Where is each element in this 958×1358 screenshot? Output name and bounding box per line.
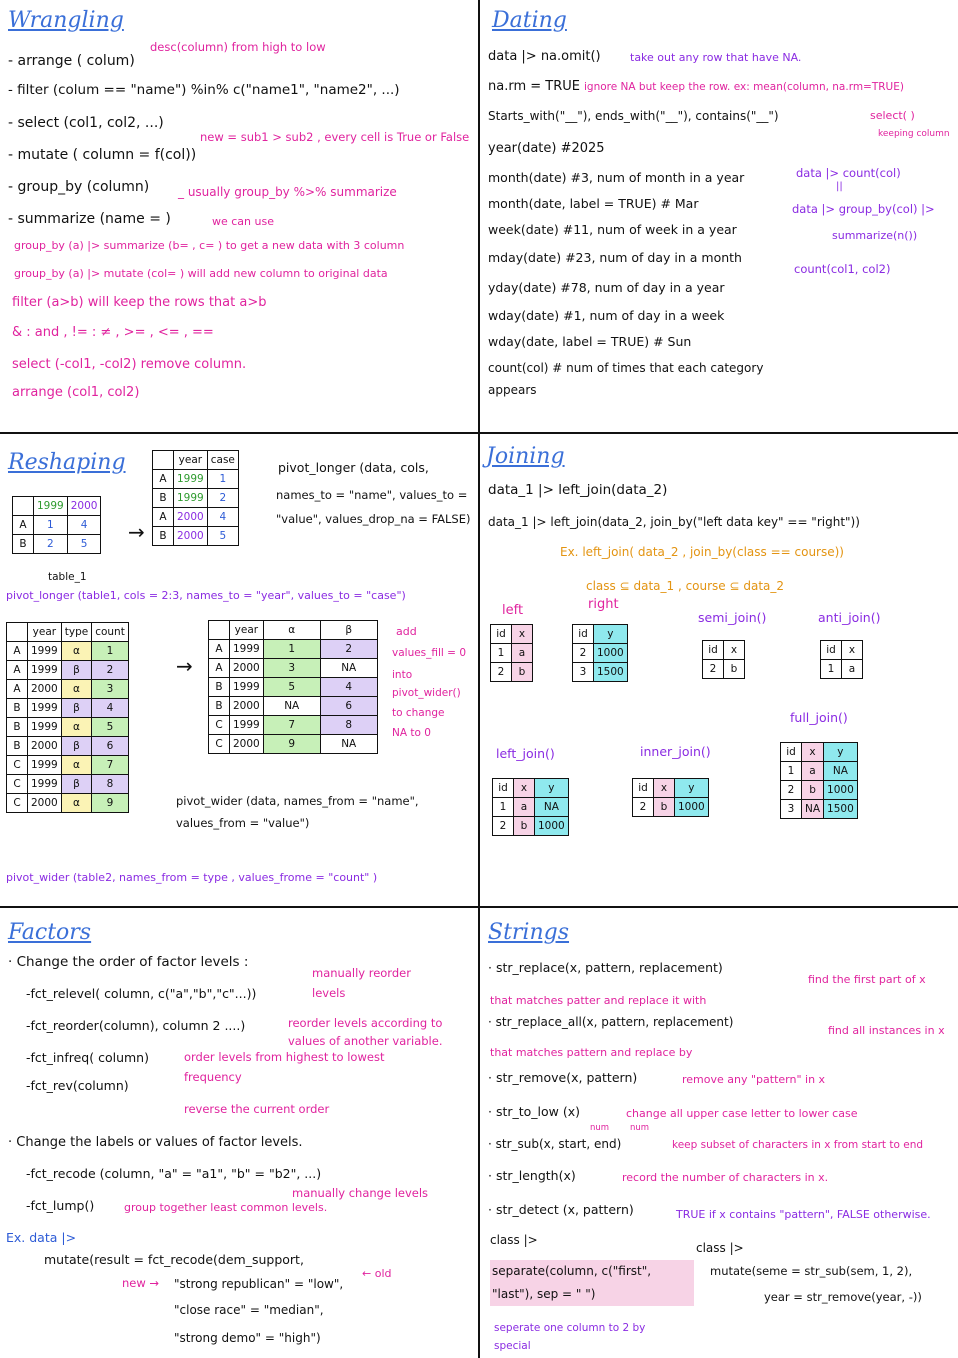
strings-note-5: record the number of characters in x. bbox=[622, 1171, 829, 1184]
wrangling-line-mutate: - mutate ( column = f(col)) bbox=[8, 147, 197, 163]
wide-cell: 6 bbox=[320, 697, 377, 716]
leftj-cell: a bbox=[514, 798, 535, 817]
inner-cell: 1000 bbox=[675, 798, 709, 817]
right-label: right bbox=[588, 597, 619, 612]
full-cell: 3 bbox=[781, 800, 802, 819]
strings-code-2: · str_remove(x, pattern) bbox=[488, 1070, 638, 1085]
table2-cell: year bbox=[28, 623, 62, 642]
strings-note-1: find all instances in x that matches pattern and replace by bbox=[490, 1024, 945, 1059]
long1-cell: 2000 bbox=[174, 508, 208, 527]
wide-cell: B bbox=[209, 678, 230, 697]
note-group-by: _ usually group_by %>% summarize bbox=[178, 185, 397, 199]
right-cell: 3 bbox=[573, 663, 594, 682]
table1-cell bbox=[13, 497, 34, 516]
dating-code-5: month(date, label = TRUE) # Mar bbox=[488, 196, 699, 211]
table2-cell: β bbox=[61, 775, 91, 794]
long1-cell bbox=[153, 451, 174, 470]
inner-join-label: inner_join() bbox=[640, 744, 711, 759]
wrangling-panel bbox=[0, 0, 478, 432]
semi-cell: b bbox=[724, 660, 745, 679]
factors-h2: · Change the labels or values of factor levels. bbox=[8, 1135, 303, 1150]
note-summarize: we can use bbox=[212, 215, 274, 228]
table2-cell: 6 bbox=[92, 737, 129, 756]
table2-cell: 9 bbox=[92, 794, 129, 813]
strings-num-label-2: num bbox=[630, 1123, 650, 1133]
table2-cell: 1 bbox=[92, 642, 129, 661]
left-label: left bbox=[502, 603, 524, 618]
left-table bbox=[490, 624, 533, 682]
dating-code-4: month(date) #3, num of month in a year bbox=[488, 170, 745, 185]
factors-note1-0: manually reorder levels bbox=[312, 966, 411, 1000]
inner-join-table bbox=[632, 778, 709, 817]
wide-cell: 1 bbox=[263, 640, 320, 659]
table2-cell: 1999 bbox=[28, 642, 62, 661]
long1-cell: 1 bbox=[207, 470, 238, 489]
joining-panel bbox=[480, 434, 958, 906]
dating-code-1: na.rm = TRUE bbox=[488, 79, 580, 94]
joining-example: Ex. left_join( data_2 , join_by(class == course)) bbox=[560, 545, 844, 559]
factors-item1-2: -fct_infreq( column) bbox=[26, 1050, 149, 1065]
anti-cell: a bbox=[842, 660, 863, 679]
table2-cell: C bbox=[7, 794, 28, 813]
long1-cell: year bbox=[174, 451, 208, 470]
table2-cell: 1999 bbox=[28, 756, 62, 775]
add-note-0: add bbox=[396, 625, 417, 638]
pivot-wider-call: pivot_wider (table2, names_from = type , values_frome = "count" ) bbox=[6, 871, 378, 884]
long1-cell: case bbox=[207, 451, 238, 470]
table1-cell: 1 bbox=[34, 516, 68, 535]
factors-ex-4: "strong demo" = "high") bbox=[174, 1331, 321, 1345]
table2-cell: β bbox=[61, 699, 91, 718]
add-note-2: into bbox=[392, 669, 413, 681]
pivot-wider-desc-0: pivot_wider (data, names_from = "name", bbox=[176, 794, 419, 808]
long1-cell: 2000 bbox=[174, 527, 208, 546]
pink-line-4: & : and , != : ≠ , >= , <= , == bbox=[12, 325, 214, 340]
wide-cell: 1999 bbox=[230, 640, 264, 659]
full-join-label: full_join() bbox=[790, 710, 848, 725]
inner-cell: b bbox=[654, 798, 675, 817]
leftj-cell: b bbox=[514, 817, 535, 836]
full-cell: NA bbox=[802, 800, 824, 819]
dating-code-12: appears bbox=[488, 383, 537, 397]
factors-new-label: new → bbox=[122, 1276, 160, 1290]
left-join-table bbox=[492, 778, 569, 836]
semi-join-label: semi_join() bbox=[698, 610, 767, 625]
table2-cell: A bbox=[7, 661, 28, 680]
wide-cell: 5 bbox=[263, 678, 320, 697]
semi-cell: id bbox=[703, 641, 724, 660]
strings-separate-note: seperate one column to 2 by special bbox=[494, 1322, 646, 1352]
inner-cell: id bbox=[633, 779, 654, 798]
add-note-1: values_fill = 0 bbox=[392, 647, 467, 659]
wide-cell: year bbox=[230, 621, 264, 640]
dating-side-2: data |> group_by(col) |> bbox=[792, 202, 935, 216]
dating-code-0: data |> na.omit() bbox=[488, 49, 601, 64]
dating-keeping-note: keeping column bbox=[878, 129, 950, 139]
pivot-longer-desc-0: pivot_longer (data, cols, bbox=[278, 460, 429, 475]
table2-cell: β bbox=[61, 737, 91, 756]
wide-cell: C bbox=[209, 735, 230, 754]
wide-cell: α bbox=[263, 621, 320, 640]
table2-cell: 3 bbox=[92, 680, 129, 699]
table2-cell: α bbox=[61, 642, 91, 661]
factors-item1-1: -fct_reorder(column), column 2 ....) bbox=[26, 1018, 246, 1033]
strings-panel bbox=[480, 908, 958, 1358]
factors-h1: · Change the order of factor levels : bbox=[8, 954, 249, 970]
dating-code-2: Starts_with("__"), ends_with("__"), contains("__") bbox=[488, 109, 779, 123]
table2-cell: α bbox=[61, 680, 91, 699]
full-cell: 2 bbox=[781, 781, 802, 800]
table1-cell: 1999 bbox=[34, 497, 68, 516]
factors-note2-1: manually change levels bbox=[292, 1186, 429, 1200]
long1-cell: B bbox=[153, 527, 174, 546]
dating-note-0: take out any row that have NA. bbox=[630, 51, 802, 64]
long1-cell: 5 bbox=[207, 527, 238, 546]
strings-note-2: remove any "pattern" in x bbox=[682, 1073, 826, 1086]
table2 bbox=[6, 622, 129, 813]
arrow-right-icon: → bbox=[128, 520, 145, 544]
wide-cell: 8 bbox=[320, 716, 377, 735]
table2-cell: 8 bbox=[92, 775, 129, 794]
full-cell: 1 bbox=[781, 762, 802, 781]
strings-note-6: TRUE if x contains "pattern", FALSE otherwise. bbox=[676, 1208, 931, 1221]
factors-note1-3: reverse the current order bbox=[184, 1102, 330, 1116]
factors-title: Factors bbox=[8, 920, 92, 945]
pink-line-6: arrange (col1, col2) bbox=[12, 385, 140, 400]
factors-note1-1: reorder levels according to values of another variable. bbox=[288, 1016, 443, 1049]
table1-cell: 4 bbox=[67, 516, 101, 535]
anti-join-table bbox=[820, 640, 863, 679]
right-table bbox=[572, 624, 628, 682]
table1-cell: 2000 bbox=[67, 497, 101, 516]
factors-ex-3: "close race" = "median", bbox=[174, 1303, 324, 1317]
left-cell: 2 bbox=[491, 663, 512, 682]
strings-note-4: keep subset of characters in x from start to end bbox=[672, 1139, 924, 1151]
reshaping-title: Reshaping bbox=[8, 450, 126, 475]
full-join-table bbox=[780, 742, 858, 819]
full-cell: a bbox=[802, 762, 824, 781]
table1-cell: A bbox=[13, 516, 34, 535]
strings-code-0: · str_replace(x, pattern, replacement) bbox=[488, 960, 723, 975]
dating-side-3: summarize(n()) bbox=[832, 229, 918, 242]
long1-cell: 1999 bbox=[174, 489, 208, 508]
inner-cell: y bbox=[675, 779, 709, 798]
wide-cell: 3 bbox=[263, 659, 320, 678]
dating-code-11: count(col) # num of times that each category bbox=[488, 361, 764, 375]
long1-cell: 2 bbox=[207, 489, 238, 508]
table2-cell: C bbox=[7, 756, 28, 775]
strings-mutate-0: mutate(seme = str_sub(sem, 1, 2), bbox=[710, 1264, 913, 1278]
table2-cell: 2000 bbox=[28, 737, 62, 756]
wrangling-line-group-by: - group_by (column) bbox=[8, 179, 150, 195]
strings-code-3: · str_to_low (x) bbox=[488, 1104, 581, 1119]
wide-cell: β bbox=[320, 621, 377, 640]
wide-cell: 1999 bbox=[230, 716, 264, 735]
dating-code-7: mday(date) #23, num of day in a month bbox=[488, 250, 742, 265]
add-note-5: NA to 0 bbox=[392, 727, 431, 739]
dating-side-0: data |> count(col) bbox=[796, 166, 901, 180]
table2-cell: 1999 bbox=[28, 699, 62, 718]
factors-ex-2: "strong republican" = "low", bbox=[174, 1277, 344, 1291]
leftj-cell: x bbox=[514, 779, 535, 798]
leftj-cell: NA bbox=[535, 798, 569, 817]
right-cell: 1500 bbox=[594, 663, 628, 682]
strings-code-6: · str_detect (x, pattern) bbox=[488, 1202, 634, 1217]
arrow-right-icon: → bbox=[176, 654, 193, 678]
pivot-longer-call: pivot_longer (table1, cols = 2:3, names_to = "year", values_to = "case") bbox=[6, 589, 406, 602]
factors-panel bbox=[0, 908, 478, 1358]
leftj-cell: id bbox=[493, 779, 514, 798]
long1-cell: A bbox=[153, 508, 174, 527]
wide-cell bbox=[209, 621, 230, 640]
wide-cell: NA bbox=[320, 659, 377, 678]
wide-cell: 1999 bbox=[230, 678, 264, 697]
table2-cell: β bbox=[61, 661, 91, 680]
strings-code-1: · str_replace_all(x, pattern, replacement) bbox=[488, 1015, 734, 1029]
table2-cell: type bbox=[61, 623, 91, 642]
strings-note-0: find the first part of x that matches patter and replace it with bbox=[490, 973, 926, 1007]
wide-cell: A bbox=[209, 640, 230, 659]
pivot-wider-desc-1: values_from = "value") bbox=[176, 816, 310, 830]
anti-cell: x bbox=[842, 641, 863, 660]
joining-line-1: data_1 |> left_join(data_2, join_by("left data key" == "right")) bbox=[488, 515, 860, 529]
leftj-cell: 1 bbox=[493, 798, 514, 817]
strings-class2: class |> bbox=[696, 1241, 744, 1255]
long1-cell: 1999 bbox=[174, 470, 208, 489]
table1-cell: 2 bbox=[34, 535, 68, 554]
anti-cell: 1 bbox=[821, 660, 842, 679]
wide-cell: C bbox=[209, 716, 230, 735]
dating-code-8: yday(date) #78, num of day in a year bbox=[488, 280, 725, 295]
dating-code-9: wday(date) #1, num of day in a week bbox=[488, 308, 725, 323]
table2-cell: A bbox=[7, 642, 28, 661]
dating-note-1: ignore NA but keep the row. ex: mean(column, na.rm=TRUE) bbox=[584, 81, 904, 93]
wrangling-line-select: - select (col1, col2, ...) bbox=[8, 115, 164, 131]
factors-item1-3: -fct_rev(column) bbox=[26, 1078, 129, 1093]
full-cell: y bbox=[824, 743, 858, 762]
table1 bbox=[12, 496, 101, 554]
full-cell: b bbox=[802, 781, 824, 800]
dating-code-10: wday(date, label = TRUE) # Sun bbox=[488, 334, 692, 349]
strings-title: Strings bbox=[488, 920, 570, 945]
inner-cell: x bbox=[654, 779, 675, 798]
factors-ex-1: mutate(result = fct_recode(dem_support, bbox=[44, 1252, 304, 1267]
semi-cell: 2 bbox=[703, 660, 724, 679]
add-note-4: to change bbox=[392, 707, 445, 719]
wide-cell: 2000 bbox=[230, 735, 264, 754]
right-cell: id bbox=[573, 625, 594, 644]
table2-cell: count bbox=[92, 623, 129, 642]
right-cell: 2 bbox=[573, 644, 594, 663]
table2-cell bbox=[7, 623, 28, 642]
strings-code-4: · str_sub(x, start, end) bbox=[488, 1137, 622, 1151]
left-cell: id bbox=[491, 625, 512, 644]
wrangling-line-arrange: - arrange ( colum) bbox=[8, 53, 135, 69]
table2-cell: 2000 bbox=[28, 680, 62, 699]
wide-cell: 4 bbox=[320, 678, 377, 697]
pink-line-3: filter (a>b) will keep the rows that a>b bbox=[12, 295, 267, 310]
semi-join-table bbox=[702, 640, 745, 679]
strings-note-3: change all upper case letter to lower case bbox=[626, 1107, 858, 1120]
factors-item2-1: -fct_lump() bbox=[26, 1198, 95, 1213]
table2-cell: C bbox=[7, 775, 28, 794]
factors-old-label: ← old bbox=[362, 1267, 392, 1280]
dating-note-2: select( ) bbox=[870, 109, 915, 122]
note-mutate: new = sub1 > sub2 , every cell is True or False bbox=[200, 130, 470, 144]
wide-cell: NA bbox=[320, 735, 377, 754]
left-cell: 1 bbox=[491, 644, 512, 663]
table2-cell: α bbox=[61, 794, 91, 813]
right-cell: y bbox=[594, 625, 628, 644]
strings-code-5: · str_length(x) bbox=[488, 1168, 576, 1183]
table2-cell: 1999 bbox=[28, 775, 62, 794]
add-note-3: pivot_wider() bbox=[392, 687, 461, 699]
pink-line-1: group_by (a) |> summarize (b= , c= ) to get a new data with 3 column bbox=[14, 239, 405, 252]
dating-panel bbox=[480, 0, 958, 432]
wide-cell: A bbox=[209, 659, 230, 678]
table2-cell: α bbox=[61, 756, 91, 775]
table2-cell: 5 bbox=[92, 718, 129, 737]
strings-separate: separate(column, c("first", "last"), sep = " ") bbox=[490, 1260, 694, 1306]
table2-cell: B bbox=[7, 699, 28, 718]
pivot-longer-desc-1: names_to = "name", values_to = bbox=[276, 488, 468, 502]
long1-cell: 4 bbox=[207, 508, 238, 527]
full-cell: 1500 bbox=[824, 800, 858, 819]
dating-side-4: count(col1, col2) bbox=[794, 262, 891, 276]
table1-label: table_1 bbox=[48, 571, 87, 583]
factors-item2-0: -fct_recode (column, "a" = "a1", "b" = "b2", ...) bbox=[26, 1166, 322, 1181]
left-join-label: left_join() bbox=[496, 746, 555, 761]
table2-cell: 4 bbox=[92, 699, 129, 718]
full-cell: id bbox=[781, 743, 802, 762]
factors-item1-0: -fct_relevel( column, c("a","b","c"...)) bbox=[26, 986, 257, 1001]
factors-ex-0: Ex. data |> bbox=[6, 1230, 77, 1245]
pivot-longer-desc-2: "value", values_drop_na = FALSE) bbox=[276, 512, 471, 526]
left-cell: a bbox=[512, 644, 533, 663]
wide-cell: 2 bbox=[320, 640, 377, 659]
table1-cell: B bbox=[13, 535, 34, 554]
joining-line-0: data_1 |> left_join(data_2) bbox=[488, 482, 668, 498]
wide-cell: NA bbox=[263, 697, 320, 716]
table2-cell: α bbox=[61, 718, 91, 737]
note-arrange: desc(column) from high to low bbox=[150, 40, 326, 54]
table2-cell: B bbox=[7, 737, 28, 756]
leftj-cell: y bbox=[535, 779, 569, 798]
table2-cell: 2 bbox=[92, 661, 129, 680]
wide-cell: B bbox=[209, 697, 230, 716]
wide-cell: 7 bbox=[263, 716, 320, 735]
wrangling-line-summarize: - summarize (name = ) bbox=[8, 211, 171, 227]
wide-cell: 2000 bbox=[230, 697, 264, 716]
joining-title: Joining bbox=[486, 444, 565, 469]
strings-class-line: class |> bbox=[490, 1233, 538, 1247]
left-cell: b bbox=[512, 663, 533, 682]
table1-cell: 5 bbox=[67, 535, 101, 554]
table2-cell: A bbox=[7, 680, 28, 699]
leftj-cell: 2 bbox=[493, 817, 514, 836]
wrangling-title: Wrangling bbox=[8, 8, 124, 33]
reshaping-panel bbox=[0, 434, 478, 906]
factors-note2-0: group together least common levels. bbox=[124, 1201, 328, 1214]
leftj-cell: 1000 bbox=[535, 817, 569, 836]
wide-cell: 2000 bbox=[230, 659, 264, 678]
full-cell: x bbox=[802, 743, 824, 762]
dating-side-1: || bbox=[836, 181, 843, 192]
pink-line-2: group_by (a) |> mutate (col= ) will add new column to original data bbox=[14, 267, 388, 280]
dating-title: Dating bbox=[492, 8, 567, 33]
table2-cell: 2000 bbox=[28, 794, 62, 813]
wide-table bbox=[208, 620, 378, 754]
table2-cell: 1999 bbox=[28, 661, 62, 680]
wide-cell: 9 bbox=[263, 735, 320, 754]
table2-cell: 7 bbox=[92, 756, 129, 775]
dating-code-3: year(date) #2025 bbox=[488, 141, 605, 156]
anti-cell: id bbox=[821, 641, 842, 660]
factors-note1-2: order levels from highest to lowest frequency bbox=[184, 1050, 385, 1084]
table2-cell: 1999 bbox=[28, 718, 62, 737]
pink-line-5: select (-col1, -col2) remove column. bbox=[12, 357, 247, 372]
long1-cell: A bbox=[153, 470, 174, 489]
full-cell: NA bbox=[824, 762, 858, 781]
full-cell: 1000 bbox=[824, 781, 858, 800]
left-cell: x bbox=[512, 625, 533, 644]
inner-cell: 2 bbox=[633, 798, 654, 817]
wrangling-line-filter: - filter (colum == "name") %in% c("name1", "name2", ...) bbox=[8, 82, 400, 98]
semi-cell: x bbox=[724, 641, 745, 660]
right-cell: 1000 bbox=[594, 644, 628, 663]
joining-example2: class ⊆ data_1 , course ⊆ data_2 bbox=[586, 579, 785, 593]
anti-join-label: anti_join() bbox=[818, 610, 881, 625]
strings-mutate-1: year = str_remove(year, -)) bbox=[764, 1290, 922, 1304]
long1-table bbox=[152, 450, 239, 546]
dating-code-6: week(date) #11, num of week in a year bbox=[488, 222, 737, 237]
strings-num-label-1: num bbox=[590, 1123, 610, 1133]
long1-cell: B bbox=[153, 489, 174, 508]
table2-cell: B bbox=[7, 718, 28, 737]
